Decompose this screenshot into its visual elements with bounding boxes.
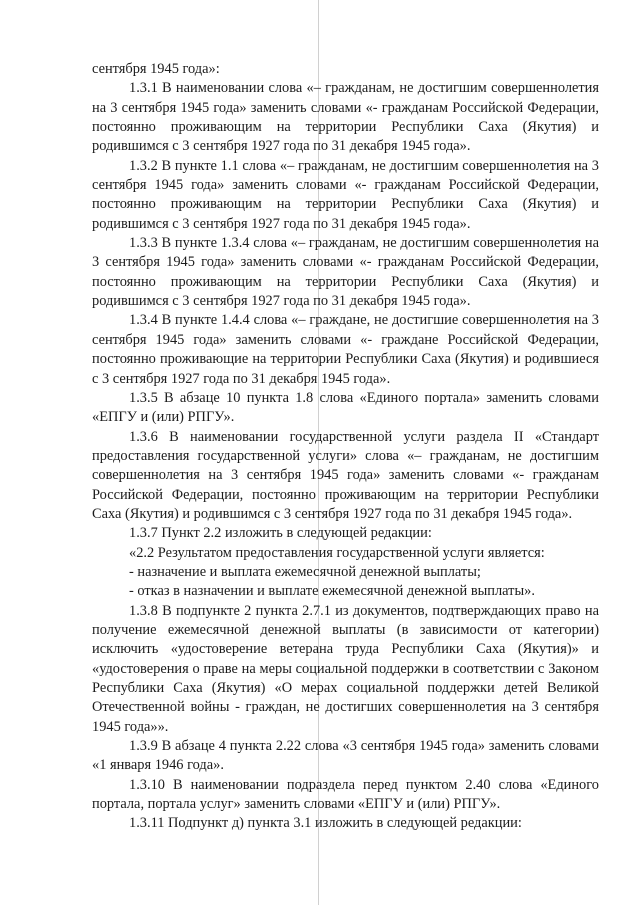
document-page <box>92 60 599 834</box>
paragraph-1-3-1: 1.3.1 В наименовании слова «– гражданам, не достигшим совершеннолетия на 3 сентября 1945 года» заменить словами «- гражданам Российской Федерации, постоянно проживающим на территории Республики Саха (Якутия) и родившимся с 3 сентября 1927 года по 31 декабря 1945 года». <box>92 80 599 155</box>
paragraph-1-3-7: 1.3.7 Пункт 2.2 изложить в следующей редакции: <box>129 525 432 542</box>
paragraph-continuation: сентября 1945 года»: <box>92 61 220 77</box>
paragraph-1-3-10: 1.3.10 В наименовании подраздела перед пунктом 2.40 слова «Единого портала, портала услуг» заменить словами «ЕПГУ и (или) РПГУ». <box>92 776 599 813</box>
paragraph-1-3-6: 1.3.6 В наименовании государственной услуги раздела II «Стандарт предоставления государственной услуги» слова «– гражданам, не достигшим совершеннолетия на 3 сентября 1945 года» заменить словами «- гражданам Российской Федерации, постоянно проживающим на территории Республики Саха (Якутия) и родившимся с 3 сентября 1927 года по 31 декабря 1945 года». <box>92 428 599 522</box>
paragraph-2-2-item-2: - отказ в назначении и выплате ежемесячной денежной выплаты». <box>129 583 535 600</box>
paragraph-2-2-item-1: - назначение и выплата ежемесячной денежной выплаты; <box>129 563 481 580</box>
paragraph-1-3-4: 1.3.4 В пункте 1.4.4 слова «– граждане, не достигшие совершеннолетия на 3 сентября 1945 года» заменить словами «- граждане Российской Федерации, постоянно проживающие на территории Республики Саха (Якутия) и родившиеся с 3 сентября 1927 года по 31 декабря 1945 года». <box>92 312 599 387</box>
paragraph-1-3-5: 1.3.5 В абзаце 10 пункта 1.8 слова «Единого портала» заменить словами «ЕПГУ и (или) РПГУ». <box>92 389 599 426</box>
paragraph-1-3-3: 1.3.3 В пункте 1.3.4 слова «– гражданам, не достигшим совершеннолетия на 3 сентября 1945 года» заменить словами «- гражданам Российской Федерации, постоянно проживающим на территории Республики Саха (Якутия) и родившимся с 3 сентября 1927 года по 31 декабря 1945 года». <box>92 235 599 310</box>
paragraph-2-2-intro: «2.2 Результатом предоставления государственной услуги является: <box>129 544 545 561</box>
paragraph-1-3-2: 1.3.2 В пункте 1.1 слова «– гражданам, не достигшим совершеннолетия на 3 сентября 1945 года» заменить словами «- гражданам Российской Федерации, постоянно проживающим на территории Республики Саха (Якутия) и родившимся с 3 сентября 1927 года по 31 декабря 1945 года». <box>92 157 599 232</box>
paragraph-1-3-11: 1.3.11 Подпункт д) пункта 3.1 изложить в следующей редакции: <box>129 815 522 832</box>
paragraph-1-3-8: 1.3.8 В подпункте 2 пункта 2.7.1 из документов, подтверждающих право на получение ежемесячной денежной выплаты (в зависимости от категории) исключить «удостоверение ветерана труда Республики Саха (Якутия)» и «удостоверения о праве на меры социальной поддержки в соответствии с Законом Республики Саха (Якутия) «О мерах социальной поддержки детей Великой Отечественной войны - граждан, не достигших совершеннолетия на 3 сентября 1945 года»». <box>92 602 599 735</box>
paragraph-1-3-9: 1.3.9 В абзаце 4 пункта 2.22 слова «3 сентября 1945 года» заменить словами «1 января 1946 года». <box>92 738 599 774</box>
